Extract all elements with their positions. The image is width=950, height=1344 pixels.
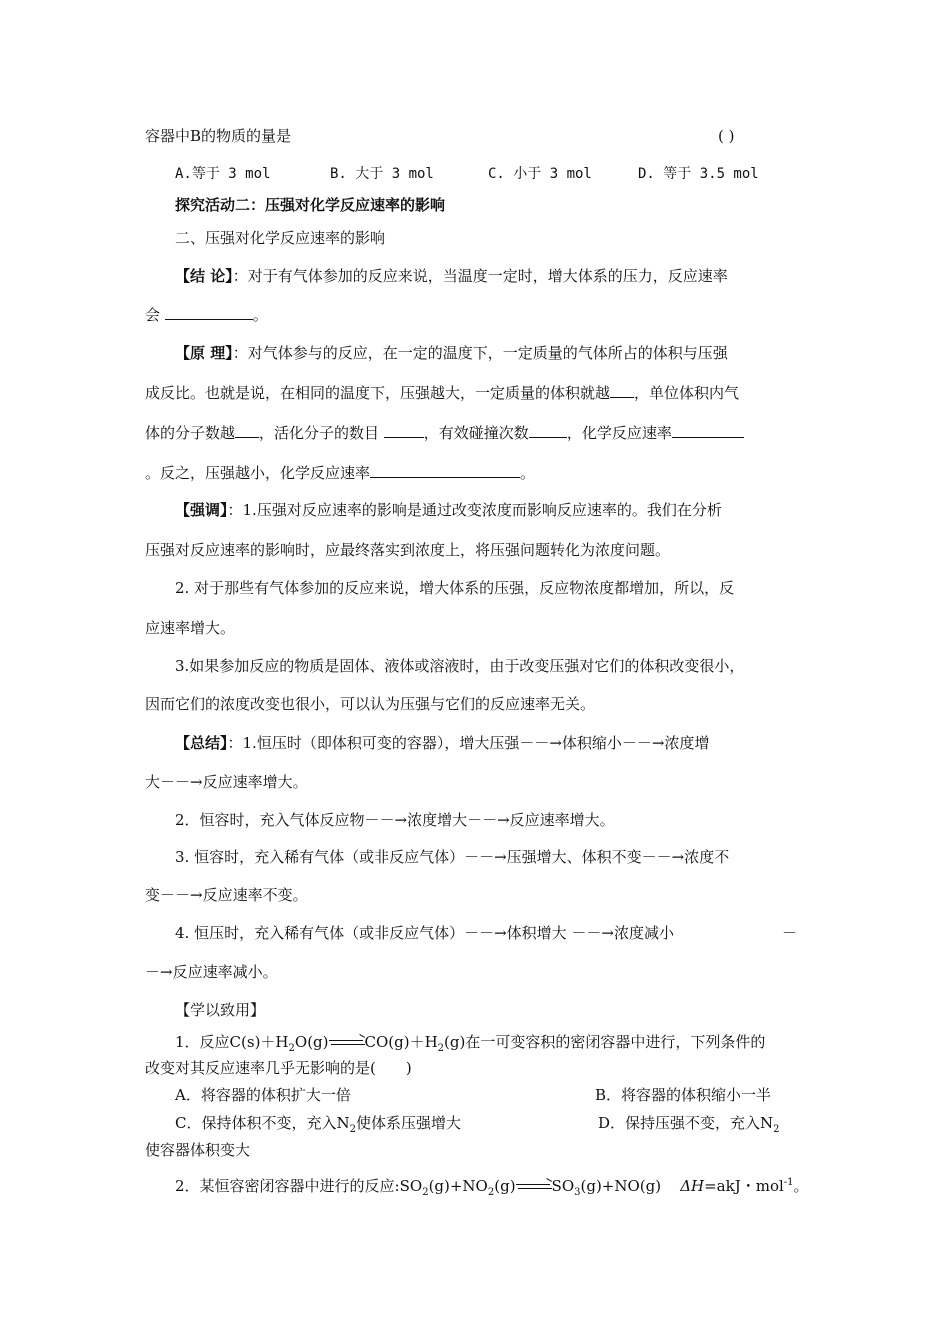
summary-point-4: 4. 恒压时，充入稀有气体（或非反应气体）－－→体积增大 －－→浓度减小 <box>175 924 674 942</box>
q1-option-b: B．将容器的体积缩小一半 <box>595 1086 772 1104</box>
q2-text-c: (g) <box>494 1177 516 1195</box>
principle-line-1 <box>175 343 728 363</box>
blank-field[interactable] <box>672 422 744 438</box>
emphasis-text: ：1.压强对反应速率的影响是通过改变浓度而影响反应速率的。我们在分析 <box>227 501 722 519</box>
summary-point-3: 3. 恒容时，充入稀有气体（或非反应气体）－－→压强增大、体积不变－－→浓度不 <box>175 848 730 866</box>
summary-text: ：1.恒压时（即体积可变的容器），增大压强－－→体积缩小－－→浓度增 <box>227 734 710 752</box>
principle-text-3c: ，有效碰撞次数 <box>423 424 529 442</box>
subscript: 3 <box>574 1187 581 1198</box>
principle-text: ：对气体参与的反应，在一定的温度下，一定质量的气体所占的体积与压强 <box>232 344 728 362</box>
emphasis-label: 【强调】 <box>175 501 228 519</box>
blank-field[interactable] <box>610 382 634 398</box>
principle-line-3 <box>145 422 744 443</box>
summary-label: 【总结】 <box>175 734 228 752</box>
emphasis-point-2: 2. 对于那些有气体参加的反应来说，增大体系的压强，反应物浓度都增加，所以，反 <box>175 579 735 597</box>
q1-option-c <box>175 1113 461 1140</box>
subscript: 2 <box>288 1043 295 1054</box>
summary-point-4-cont: －→反应速率减小。 <box>145 963 278 981</box>
superscript: -1 <box>783 1177 794 1188</box>
question-stem-text: 容器中B的物质的量是 <box>145 127 292 145</box>
period: 。 <box>252 306 268 324</box>
principle-text-4a: 。反之，压强越小，化学反应速率 <box>145 464 371 482</box>
period: 。 <box>793 1177 809 1195</box>
q1-option-d-cont: 使容器体积变大 <box>145 1141 251 1159</box>
q2-text-f: =akJ・mol <box>704 1177 784 1195</box>
principle-label: 【原 理】 <box>175 344 233 362</box>
subscript: 2 <box>487 1187 495 1198</box>
blank-field[interactable] <box>235 422 259 438</box>
principle-text-2a: 成反比。也就是说，在相同的温度下，压强越大，一定质量的体积就越 <box>145 384 611 402</box>
principle-text-3a: 体的分子数越 <box>145 424 236 442</box>
q2-text-b: (g)+NO <box>428 1177 488 1195</box>
subscript: 2 <box>422 1187 429 1198</box>
summary-point-4-tail: － <box>782 924 798 942</box>
conclusion-text-2: 会 <box>145 306 165 324</box>
option-a: A.等于 3 mol <box>175 166 271 182</box>
question-stem <box>145 126 291 146</box>
equilibrium-arrow-icon <box>516 1182 552 1192</box>
activity-heading: 探究活动二：压强对化学反应速率的影响 <box>175 196 446 214</box>
emphasis-line-2: 压强对反应速率的影响时，应最终落实到浓度上，将压强问题转化为浓度问题。 <box>145 541 671 559</box>
option-d: D. 等于 3.5 mol <box>638 166 759 182</box>
answer-paren: ( ) <box>718 127 735 145</box>
question-1-line-2: 改变对其反应速率几乎无影响的是( ) <box>145 1059 412 1077</box>
principle-text-2b: ，单位体积内气 <box>634 384 740 402</box>
principle-text-3b: ，活化分子的数目 <box>259 424 384 442</box>
q1-c-text-a: C．保持体积不变，充入N <box>175 1114 350 1132</box>
q2-text-d: SO <box>551 1177 575 1195</box>
section-subheading: 二、压强对化学反应速率的影响 <box>175 229 386 247</box>
emphasis-point-3-cont: 因而它们的浓度改变也很小，可以认为压强与它们的反应速率无关。 <box>145 695 596 713</box>
summary-line-1 <box>175 733 709 753</box>
option-c: C. 小于 3 mol <box>488 166 592 182</box>
blank-field[interactable] <box>529 422 567 438</box>
summary-line-1-cont: 大－－→反应速率增大。 <box>145 773 308 791</box>
summary-point-2: 2．恒容时，充入气体反应物－－→浓度增大－－→反应速率增大。 <box>175 811 615 829</box>
period: 。 <box>520 464 536 482</box>
q1-text-c: CO(g)＋H <box>364 1033 438 1051</box>
conclusion-label: 【结 论】 <box>175 267 233 285</box>
subscript: 2 <box>349 1124 356 1135</box>
question-1-line-1 <box>175 1032 765 1059</box>
principle-line-4 <box>145 462 535 483</box>
q1-option-a: A．将容器的体积扩大一倍 <box>175 1086 351 1104</box>
conclusion-text: ：对于有气体参加的反应来说，当温度一定时，增大体系的压力，反应速率 <box>232 267 728 285</box>
conclusion-line-2 <box>145 304 268 325</box>
principle-text-3d: ，化学反应速率 <box>566 424 672 442</box>
emphasis-point-3: 3.如果参加反应的物质是固体、液体或溶液时，由于改变压强对它们的体积改变很小， <box>175 657 745 675</box>
q2-text-a: 2．某恒容密闭容器中进行的反应:SO <box>175 1177 423 1195</box>
subscript: 2 <box>773 1124 780 1135</box>
q1-d-text-a: D．保持压强不变，充入N <box>598 1114 774 1132</box>
q2-text-e: (g)+NO(g) <box>580 1177 662 1195</box>
conclusion-line-1 <box>175 266 728 286</box>
summary-point-3-cont: 变－－→反应速率不变。 <box>145 886 308 904</box>
delta-h: ΔH <box>680 1177 705 1195</box>
q1-text-a: 1．反应C(s)＋H <box>175 1033 289 1051</box>
emphasis-line-1 <box>175 500 722 520</box>
blank-field[interactable] <box>384 422 424 438</box>
apply-heading: 【学以致用】 <box>175 1001 266 1019</box>
principle-line-2 <box>145 382 739 403</box>
blank-field[interactable] <box>165 304 253 320</box>
q1-text-b: O(g) <box>294 1033 329 1051</box>
equilibrium-arrow-icon <box>329 1038 365 1048</box>
q1-option-d <box>598 1113 780 1140</box>
q1-c-text-b: 使体系压强增大 <box>355 1114 461 1132</box>
subscript: 2 <box>437 1043 445 1054</box>
q1-text-d: (g)在一可变容积的密闭容器中进行，下列条件的 <box>444 1033 766 1051</box>
option-b: B. 大于 3 mol <box>330 166 434 182</box>
emphasis-point-2-cont: 应速率增大。 <box>145 619 236 637</box>
blank-field[interactable] <box>370 462 520 478</box>
question-2-line-1 <box>175 1173 809 1203</box>
